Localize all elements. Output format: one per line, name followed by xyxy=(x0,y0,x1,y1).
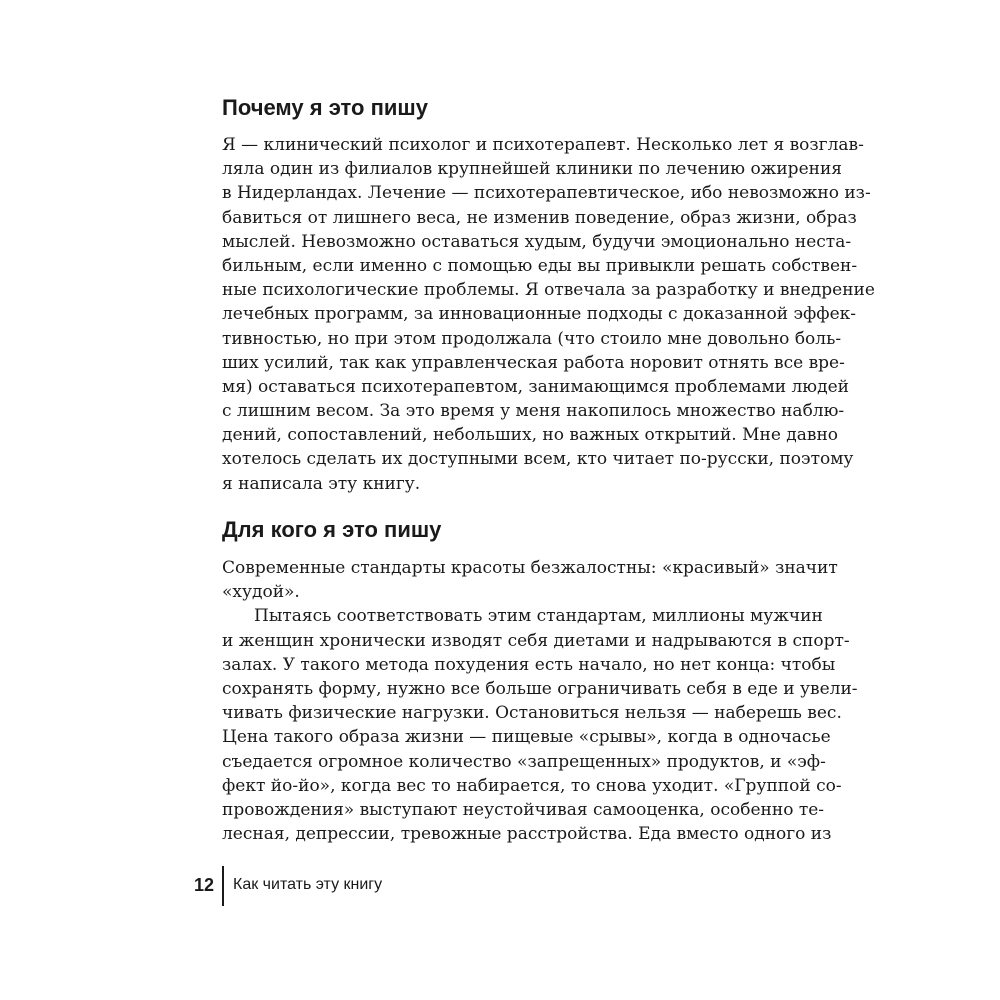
text-line: бильным, если именно с помощью еды вы привыкли решать собствен- xyxy=(222,255,858,276)
text-line: я написала эту книгу. xyxy=(222,473,421,494)
text-line: лесная, депрессии, тревожные расстройства. Еда вместо одного из xyxy=(222,824,832,845)
text-line: «худой». xyxy=(222,582,300,603)
text-line: бавиться от лишнего веса, не изменив поведение, образ жизни, образ xyxy=(222,207,857,228)
page-number: 12 xyxy=(193,875,214,895)
text-line: ные психологические проблемы. Я отвечала за разработку и внедрение xyxy=(222,280,875,301)
running-title: Как читать эту книгу xyxy=(233,876,383,893)
text-line: съедается огромное количество «запрещенных» продуктов, и «эф- xyxy=(222,751,826,772)
text-line: Цена такого образа жизни — пищевые «срывы», когда в одночасье xyxy=(222,727,831,748)
text-line: ляла один из филиалов крупнейшей клиники по лечению ожирения xyxy=(222,159,843,180)
text-line: фект йо-йо», когда вес то набирается, то снова уходит. «Группой со- xyxy=(222,775,842,796)
text-line: мя) оставаться психотерапевтом, занимающимся проблемами людей xyxy=(222,376,849,397)
text-line: лечебных программ, за инновационные подходы с доказанной эффек- xyxy=(222,304,857,325)
text-line: и женщин хронически изводят себя диетами и надрываются в спорт- xyxy=(222,630,850,651)
text-line: хотелось сделать их доступными всем, кто читает по-русски, поэтому xyxy=(222,449,854,470)
section-body-why xyxy=(222,133,875,496)
section-heading-why: Почему я это пишу xyxy=(222,95,428,120)
text-line: чивать физические нагрузки. Остановиться нельзя — наберешь вес. xyxy=(222,703,842,724)
text-line: сохранять форму, нужно все больше ограничивать себя в еде и увели- xyxy=(222,678,858,699)
text-line: тивностью, но при этом продолжала (что стоило мне довольно боль- xyxy=(222,328,842,349)
page-footer xyxy=(0,866,1000,906)
text-line: ших усилий, так как управленческая работа норовит отнять все вре- xyxy=(222,352,845,373)
text-line: Современные стандарты красоты безжалостны: «красивый» значит xyxy=(222,558,838,578)
text-line: в Нидерландах. Лечение — психотерапевтическое, ибо невозможно из- xyxy=(222,183,871,204)
footer-divider xyxy=(222,866,224,906)
text-line: Я — клинический психолог и психотерапевт. Несколько лет я возглав- xyxy=(222,135,864,155)
section-heading-for-whom: Для кого я это пишу xyxy=(222,517,442,542)
text-line: провождения» выступают неустойчивая самооценка, особенно те- xyxy=(222,799,825,820)
text-line: мыслей. Невозможно оставаться худым, будучи эмоционально неста- xyxy=(222,231,852,252)
text-line: с лишним весом. За это время у меня накопилось множество наблю- xyxy=(222,401,845,422)
text-line: залах. У такого метода похудения есть начало, но нет конца: чтобы xyxy=(222,654,836,675)
text-line: дений, сопоставлений, небольших, но важных открытий. Мне давно xyxy=(222,425,839,446)
section-body-for-whom xyxy=(222,556,858,846)
text-line: Пытаясь соответствовать этим стандартам, миллионы мужчин xyxy=(254,606,823,627)
